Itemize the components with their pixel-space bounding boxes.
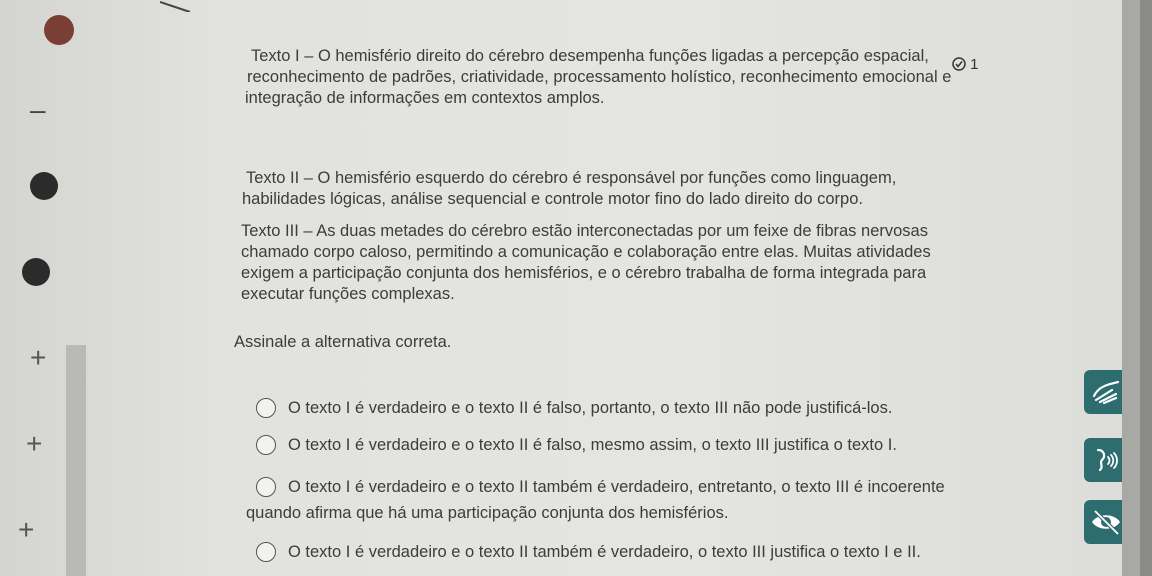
right-edge-shadow	[1140, 0, 1152, 576]
texto-2-line: Texto II – O hemisfério esquerdo do cérebro é responsável por funções como linguagem,	[246, 169, 897, 187]
option-text: O texto I é verdadeiro e o texto II também é verdadeiro, o texto III justifica o texto I e II.	[288, 543, 921, 561]
scrollbar-track[interactable]	[66, 345, 86, 576]
badge-count: 1	[970, 56, 979, 73]
texto-2-line: habilidades lógicas, análise sequencial e controle motor fino do lado direito do corpo.	[242, 190, 863, 208]
sign-language-icon	[1090, 376, 1122, 408]
minus-icon[interactable]: –	[30, 94, 46, 125]
option-text: O texto I é verdadeiro e o texto II também é verdadeiro, entretanto, o texto III é incoerente	[288, 478, 945, 496]
status-dot-2[interactable]	[22, 258, 50, 286]
texto-3-line: chamado corpo caloso, permitindo a comunicação e colaboração entre elas. Muitas atividades	[241, 243, 931, 261]
radio-button[interactable]	[256, 435, 276, 455]
option-text: O texto I é verdadeiro e o texto II é falso, mesmo assim, o texto III justifica o texto I.	[288, 436, 897, 454]
option-c[interactable]	[246, 475, 945, 525]
texto-3-line: executar funções complexas.	[241, 285, 455, 303]
texto-3-line: Texto III – As duas metades do cérebro estão interconectadas por um feixe de fibras nervosas	[241, 222, 928, 240]
status-dot-accent[interactable]	[44, 15, 74, 45]
option-a[interactable]	[256, 396, 892, 420]
left-rail	[0, 0, 110, 576]
plus-icon[interactable]: +	[18, 514, 35, 545]
texto-1-line: integração de informações em contextos amplos.	[245, 89, 605, 107]
option-text: quando afirma que há uma participação conjunta dos hemisférios.	[246, 504, 729, 522]
plus-icon[interactable]: +	[30, 342, 47, 373]
texto-1-line: reconhecimento de padrões, criatividade, processamento holístico, reconhecimento emocional e	[247, 68, 952, 86]
option-d[interactable]	[256, 540, 921, 564]
radio-button[interactable]	[256, 542, 276, 562]
radio-button[interactable]	[256, 398, 276, 418]
check-badge	[952, 56, 979, 73]
option-text: O texto I é verdadeiro e o texto II é falso, portanto, o texto III não pode justificá-los.	[288, 399, 893, 417]
status-dot-1[interactable]	[30, 172, 58, 200]
option-b[interactable]	[256, 433, 897, 457]
texto-2	[242, 168, 897, 210]
radio-button[interactable]	[256, 477, 276, 497]
texto-1	[245, 46, 952, 109]
check-circle-icon	[952, 56, 970, 73]
texto-3	[241, 221, 931, 305]
plus-icon[interactable]: +	[26, 428, 43, 459]
low-vision-icon	[1089, 506, 1123, 538]
texto-3-line: exigem a participação conjunta dos hemisférios, e o cérebro trabalha de forma integrada para	[241, 264, 927, 282]
audio-icon	[1090, 444, 1122, 476]
texto-1-line: Texto I – O hemisfério direito do cérebro desempenha funções ligadas a percepção espacial,	[251, 47, 929, 65]
pointer-line	[160, 0, 200, 12]
question-prompt: Assinale a alternativa correta.	[234, 333, 452, 351]
